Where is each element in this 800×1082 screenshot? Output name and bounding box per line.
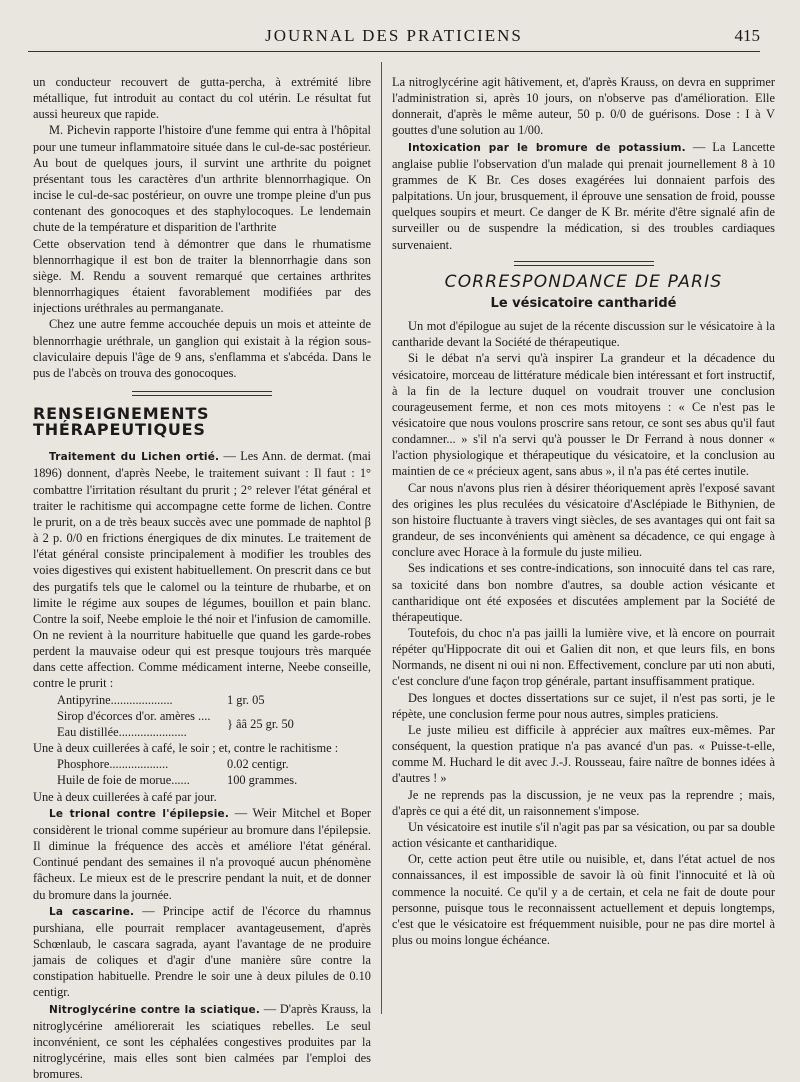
article-text: — D'après Krauss, la nitroglycérine améliorerait les sciatiques rebelles. Le seul inconvénient, ce sont les céphalées congestives produites par la nitroglycérine, mais elles sont bien calmées par l'emploi des bromures. — [33, 1001, 371, 1082]
article-heading: Intoxication par le bromure de potassium. — [408, 141, 686, 154]
paragraph: Or, cette action peut être utile ou nuisible, et, dans l'état actuel de nos connaissances, il est impossible de savoir là où finit l'innocuité et là où commence la nocuité. Ce qu'il y a de certain, et cela ne fait de doute pour personne, puisque tous le reconnaissent actuellement et depuis longtemps, c'est que le vésicatoire est fréquemment nuisible, pour ne pas dire mortel à plus ou moins longue échéance. — [392, 852, 775, 947]
article-bromure — [392, 139, 775, 253]
paragraph: Une à deux cuillerées à café par jour. — [33, 789, 217, 804]
prescription-group — [33, 708, 371, 740]
paragraph: Cette observation tend à démontrer que dans le rhumatisme blennorrhagique il est bon de traiter la blennorrhagie dans son siège. M. Rendu a souvent remarqué que certaines arthrites blennorrhagiques étaient favorablement modifiées par des injections uréthrales au permanganate. — [33, 236, 371, 316]
column-divider — [381, 62, 382, 1014]
paragraph: Une à deux cuillerées à café, le soir ; et, contre le rachitisme : — [33, 741, 339, 756]
article-heading: Nitroglycérine contre la sciatique. — [49, 1003, 261, 1016]
paragraph: Des longues et doctes dissertations sur ce sujet, il n'est pas sorti, je le répète, une conclusion ferme pour nous autres, simples praticiens. — [392, 690, 775, 721]
section-title: RENSEIGNEMENTS THÉRAPEUTIQUES — [33, 403, 210, 440]
paragraph: Toutefois, du choc n'a pas jailli la lumière vive, et là encore on pourrait répéter qu'Hippocrate dit oui et Galien dit non, et que leurs fils, en bons Normands, ne disent ni oui ni non. Effectivement, conclure par uti non abuti, c'est conclure d'une façon trop générale, partant insuffisamment pratique. — [392, 626, 775, 689]
right-column — [392, 74, 775, 948]
paragraph: Ses indications et ses contre-indications, son innocuité dans tel cas rare, sa toxicité dans bon nombre d'autres, sa double action vésicante et cantharidique ont été exposées et discutées amplement par la Société de thérapeutique. — [392, 561, 775, 624]
section-separator — [514, 261, 654, 266]
prescription-line — [33, 692, 371, 708]
page-number: 415 — [734, 26, 760, 45]
left-column — [33, 74, 371, 1082]
correspondence-subtitle: Le vésicatoire cantharidé — [490, 295, 677, 311]
paragraph: un conducteur recouvert de gutta-percha, à extrémité libre métallique, fut introduit au contact du col utérin. Le résultat fut aussi heureux que rapide. — [33, 75, 371, 122]
paragraph: Car nous n'avons plus rien à désirer théoriquement après l'exposé savant des origines les plus reculées du vésicatoire d'Asclépiade le Bithynien, de son histoire fluctuante à travers vingt siècles, de ses avantages qui ont fait sa grandeur, de ses inconvénients qui amènent sa décadence, ce qui engage à conclure avec Horace à la formule du juste milieu. — [392, 480, 775, 560]
article-text: — La Lancette anglaise publie l'observation d'un malade qui prenait journellement 8 à 10 grammes de K Br. Ces doses exagérées lui donnaient parfois des palpitations. Un jour, brusquement, il éprouve une sensation de froid, pousse quelques soupirs et meurt. Ce danger de K Br. mérite d'être signalé afin de surveiller ou de suspendre la médication, si des troubles cardiaques survenaient. — [392, 139, 775, 252]
article-lichen — [33, 448, 371, 691]
paragraph: Le juste milieu est difficile à apprécier aux maîtres eux-mêmes. Par conséquent, la question pratique n'a pas avancé d'un pas. « Puisse-t-elle, comme M. Huchard le dit avec J.-J. Rousseau, faire naître de bonnes idées à d'autres ! » — [392, 722, 775, 786]
drug-dose: 1 gr. 05 — [227, 692, 265, 707]
article-nitroglycerine — [33, 1001, 371, 1082]
prescription-line — [33, 772, 371, 788]
article-heading: Traitement du Lichen ortié. — [49, 451, 220, 464]
drug-name: Phosphore................... — [57, 757, 169, 772]
paragraph: Si le débat n'a servi qu'à inspirer La grandeur et la décadence du vésicatoire, morceau de littérature médicale bien intéressant et fort instructif, à la fin de la lecture duquel on voudrait trouver une conclusion courageusement ferme, et non ces mots mitoyens : « Ce n'est pas le vésicatoire que nous voulons proscrire sans retour, ce sont ses abus qu'il faut condamner... » s'il n'a servi qu'à pousser le Dr Ferrand à nous donner « l'action physiologique et thérapeutique du vésicatoire, et la conclusion au maintien de ce « précieux agent, sans abus », il n'a pas été certes inutile. — [392, 351, 775, 479]
drug-dose: 100 grammes. — [227, 773, 298, 788]
article-text: — Les Ann. de dermat. (mai 1896) donnent, d'après Neebe, le traitement suivant : Il faut : 1° combattre l'irritation résultant du prurit ; 2° relever l'état général et traiter le rachitisme qui accompagne cette forme de lichen. Contre le prurit, on a de très beaux succès avec une pommade de naphtol β à 2 p. 0/0 en frictions énergiques de dix minutes. Le traitement de l'état général consiste principalement à modifier les troubles des voies digestives qui existent habituellement. On prescrit dans ce but des purgatifs tels que le calomel ou la teinture de rhubarbe, et on limite le régime aux soupes de légumes, bouillon et pain blanc. Contre la soif, Neebe emploie le thé noir et l'infusion de camomille. On ne revient à la nourriture habituelle que quand les garde-robes perdent la mauvaise odeur qui est presque toujours très marquée dans cette affection. Comme médicament interne, Neebe conseille, contre le prurit : — [33, 449, 371, 691]
running-title: JOURNAL DES PRATICIENS — [265, 26, 523, 45]
page-header — [28, 24, 760, 48]
correspondence-title: CORRESPONDANCE DE PARIS — [444, 271, 723, 292]
paragraph: Un mot d'épilogue au sujet de la récente discussion sur le vésicatoire à la cantharide devant la Société de thérapeutique. — [392, 319, 775, 350]
drug-name: Antipyrine.................... — [57, 692, 173, 707]
paragraph: Chez une autre femme accouchée depuis un mois et atteinte de blennorrhagie uréthrale, un ganglion qui existait à la région sous-claviculaire depuis l'âge de 9 ans, s'enflamma et s'abcéda. Dans le pus de l'abcès on trouva des gonocoques. — [33, 317, 371, 380]
drug-name: Huile de foie de morue...... — [57, 773, 190, 788]
header-rule — [28, 51, 760, 52]
paragraph: M. Pichevin rapporte l'histoire d'une femme qui entra à l'hôpital pour une tumeur inflammatoire située dans le cul-de-sac postérieur. Au bout de quelques jours, il survint une arthrite du poignet présentant tous les caractères d'un arthrite blennorrhagique. On incise le cul-de-sac postérieur, on ouvre une trompe pleine d'un pus contenant des gonocoques et des staphylocoques. Le lendemain chute de la température et disparition de l'arthrite — [33, 123, 371, 235]
drug-name: Sirop d'écorces d'or. amères .... — [57, 708, 211, 723]
drug-dose: } ââ 25 gr. 50 — [227, 716, 294, 731]
drug-name: Eau distillée...................... — [57, 724, 187, 739]
article-text: — Principe actif de l'écorce du rhamnus purshiana, elle pourrait remplacer avantageusement, d'après Schœnlaub, le cascara sagrada, ayant l'avantage de ne produire jamais de coliques et d'agir d'une manière sûre contre la constipation habituelle. Prendre le soir une à deux pilules de 0.10 centigr. — [33, 903, 371, 1000]
paragraph: La nitroglycérine agit hâtivement, et, d'après Krauss, on devra en supprimer l'administration si, après 10 jours, on n'observe pas d'amélioration. Elle donnerait, d'après le même auteur, 50 p. 0/0 de guérisons. Dose : I à V gouttes d'une solution au 1/00. — [392, 75, 775, 138]
paragraph: Un vésicatoire est inutile s'il n'agit pas par sa vésication, ou par sa double action vésicante et cantharidique. — [392, 819, 775, 851]
drug-dose: 0.02 centigr. — [227, 757, 289, 772]
article-heading: La cascarine. — [49, 905, 135, 918]
article-text: — Weir Mitchel et Boper considèrent le trional comme supérieur au bromure dans l'épilepsie. Il diminue la fréquence des accès et améliore l'état général. Continué pendant des semaines il n'a provoqué aucun phénomène fâcheux. Le mieux est de le prescrire pendant la nuit, et de donner du bromure dans la journée. — [33, 805, 371, 902]
prescription-line — [33, 756, 371, 772]
article-trional — [33, 805, 371, 903]
paragraph: Je ne reprends pas la discussion, je ne veux pas la reprendre ; mais, d'après ce qui a été dit, un raisonnement s'impose. — [392, 787, 775, 818]
section-separator — [132, 391, 272, 396]
article-cascarine — [33, 903, 371, 1001]
article-heading: Le trional contre l'épilepsie. — [49, 807, 230, 820]
